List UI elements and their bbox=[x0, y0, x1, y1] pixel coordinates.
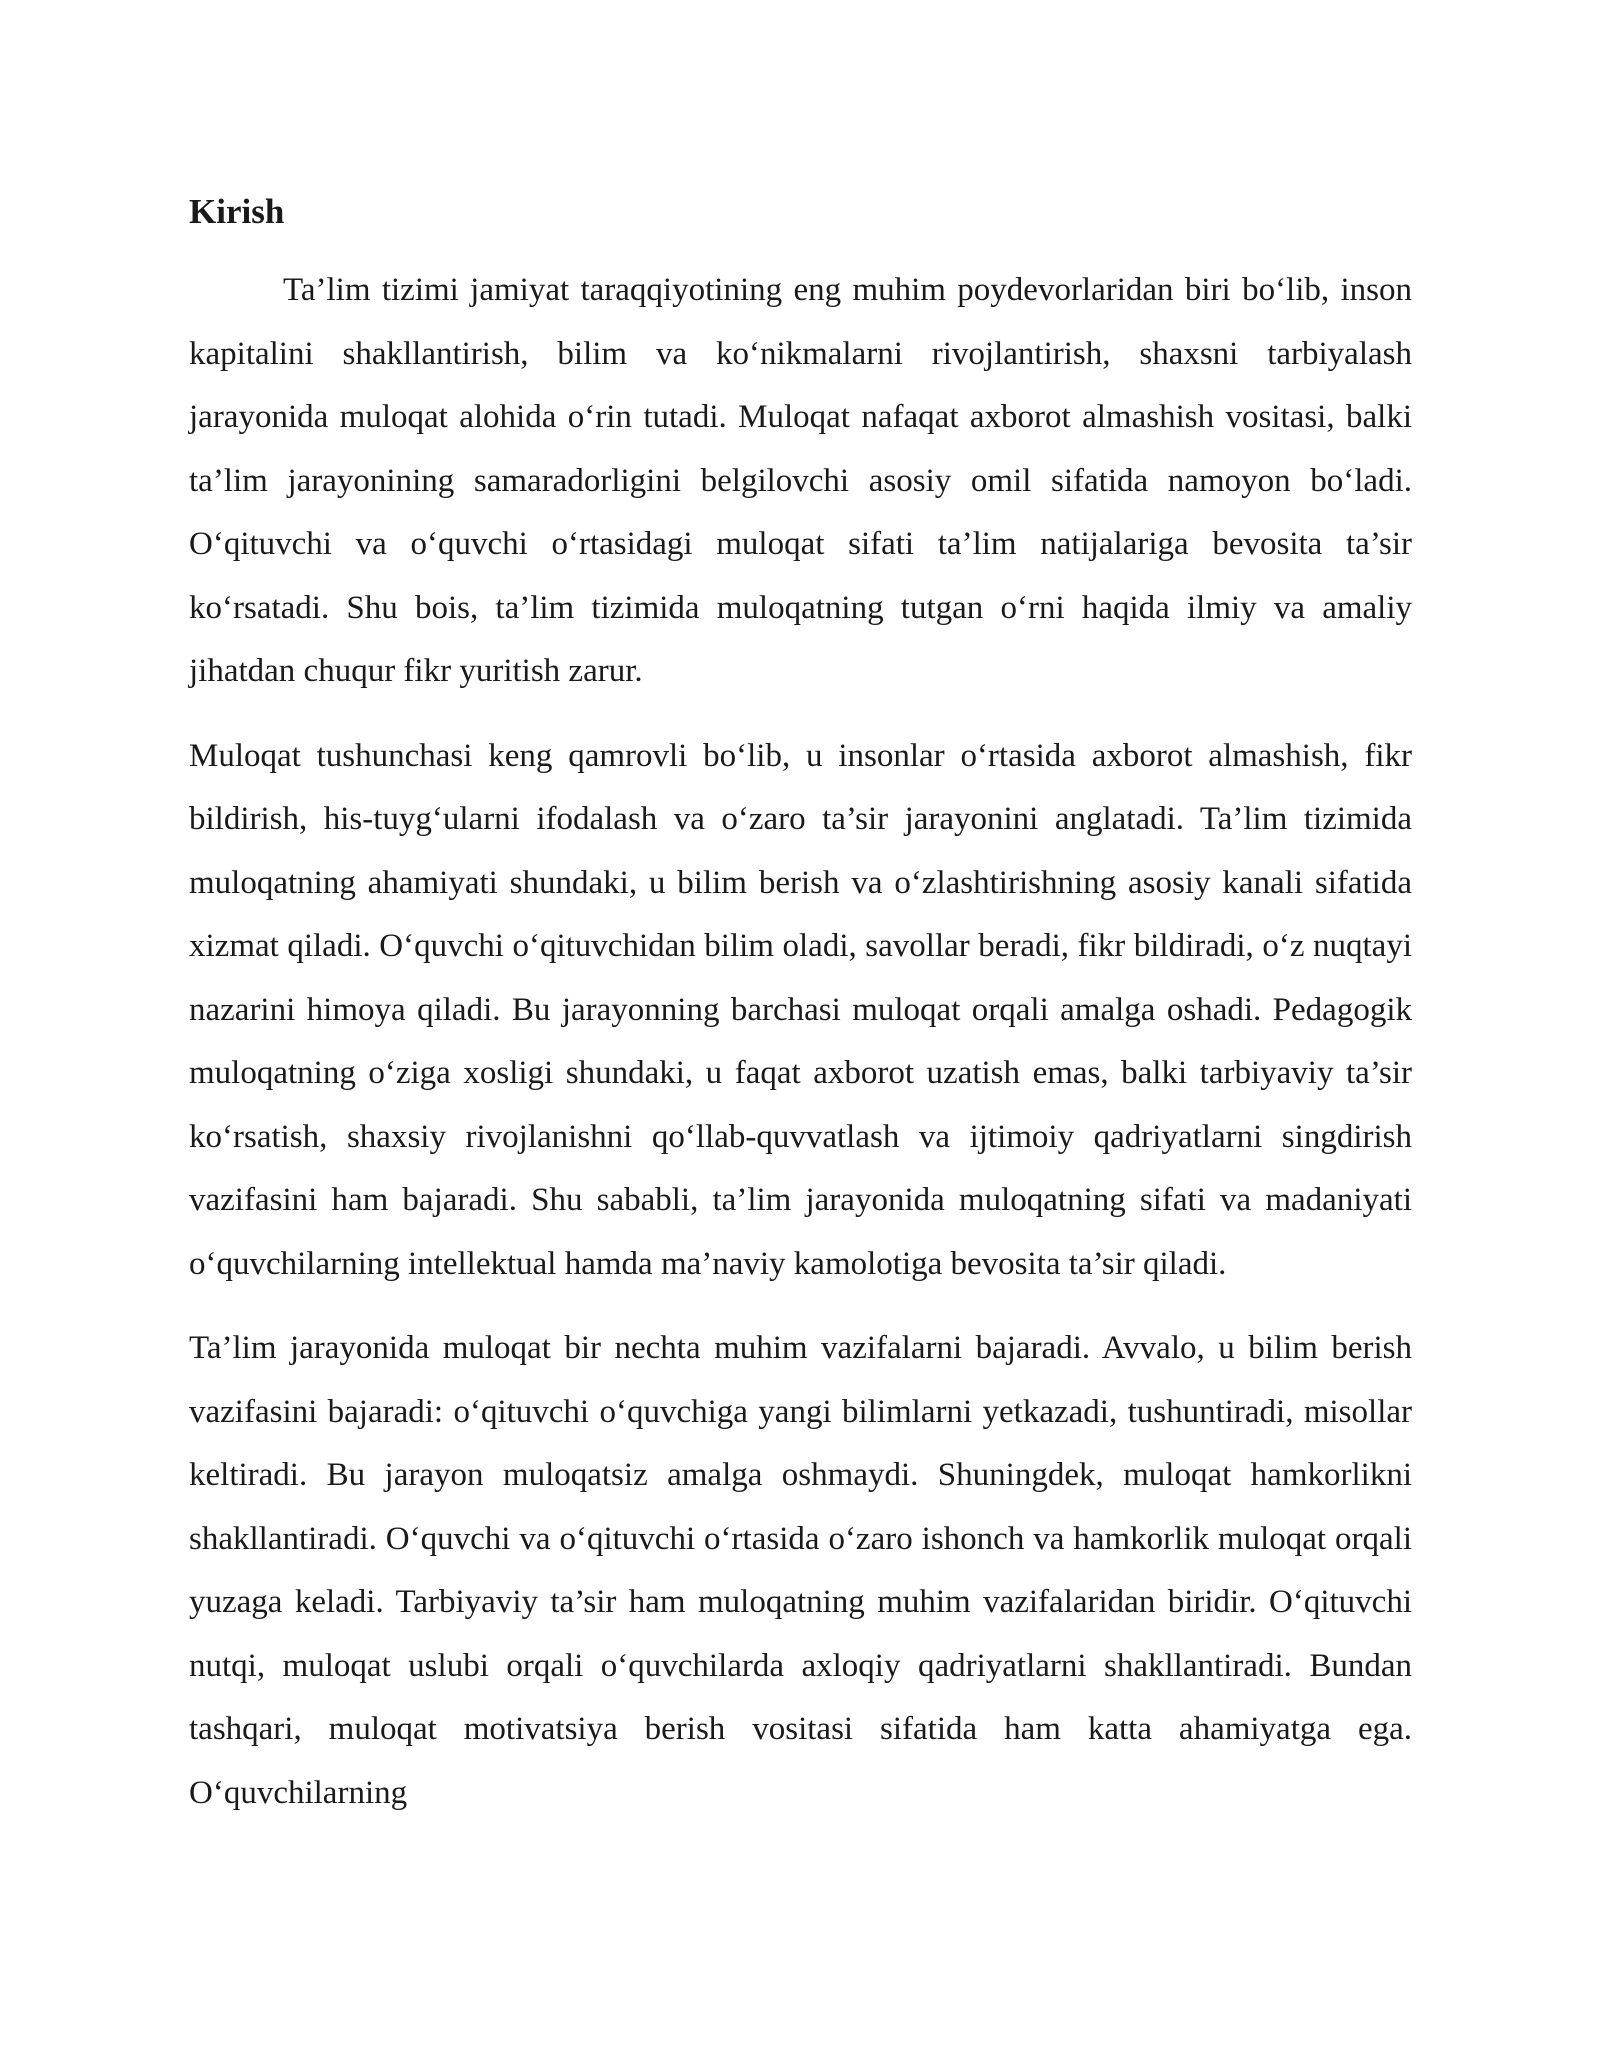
paragraph-2: Muloqat tushunchasi keng qamrovli bo‘lib, u insonlar o‘rtasida axborot almashish, fikr bildirish, his-tuyg‘ularni ifodalash va o‘zaro ta’sir jarayonini anglatadi. Ta’lim tizimida muloqatning ahamiyati shundaki, u bilim berish va o‘zlashtirishning asosiy kanali sifatida xizmat qiladi. O‘quvchi o‘qituvchidan bilim oladi, savollar beradi, fikr bildiradi, o‘z nuqtayi nazarini himoya qiladi. Bu jarayonning barchasi muloqat orqali amalga oshadi. Pedagogik muloqatning o‘ziga xosligi shundaki, u faqat axborot uzatish emas, balki tarbiyaviy ta’sir ko‘rsatish, shaxsiy rivojlanishni qo‘llab-quvvatlash va ijtimoiy qadriyatlarni singdirish vazifasini ham bajaradi. Shu sababli, ta’lim jarayonida muloqatning sifati va madaniyati o‘quvchilarning intellektual hamda ma’naviy kamolotiga bevosita ta’sir qiladi. bbox=[189, 737, 1412, 1282]
section-heading: Kirish bbox=[189, 192, 285, 231]
document-body bbox=[189, 180, 1412, 1846]
paragraph-1: Ta’lim tizimi jamiyat taraqqiyotining eng muhim poydevorlaridan biri bo‘lib, inson kapitalini shakllantirish, bilim va ko‘nikmalarni rivojlantirish, shaxsni tarbiyalash jarayonida muloqat alohida o‘rin tutadi. Muloqat nafaqat axborot almashish vositasi, balki ta’lim jarayonining samaradorligini belgilovchi asosiy omil sifatida namoyon bo‘ladi. O‘qituvchi va o‘quvchi o‘rtasidagi muloqat sifati ta’lim natijalariga bevosita ta’sir ko‘rsatadi. Shu bois, ta’lim tizimida muloqatning tutgan o‘rni haqida ilmiy va amaliy jihatdan chuqur fikr yuritish zarur. bbox=[189, 272, 1412, 689]
paragraph-3: Ta’lim jarayonida muloqat bir nechta muhim vazifalarni bajaradi. Avvalo, u bilim berish vazifasini bajaradi: o‘qituvchi o‘quvchiga yangi bilimlarni yetkazadi, tushuntiradi, misollar keltiradi. Bu jarayon muloqatsiz amalga oshmaydi. Shuningdek, muloqat hamkorlikni shakllantiradi. O‘quvchi va o‘qituvchi o‘rtasida o‘zaro ishonch va hamkorlik muloqat orqali yuzaga keladi. Tarbiyaviy ta’sir ham muloqatning muhim vazifalaridan biridir. O‘qituvchi nutqi, muloqat uslubi orqali o‘quvchilarda axloqiy qadriyatlarni shakllantiradi. Bundan tashqari, muloqat motivatsiya berish vositasi sifatida ham katta ahamiyatga ega. O‘quvchilarning bbox=[189, 1330, 1412, 1811]
